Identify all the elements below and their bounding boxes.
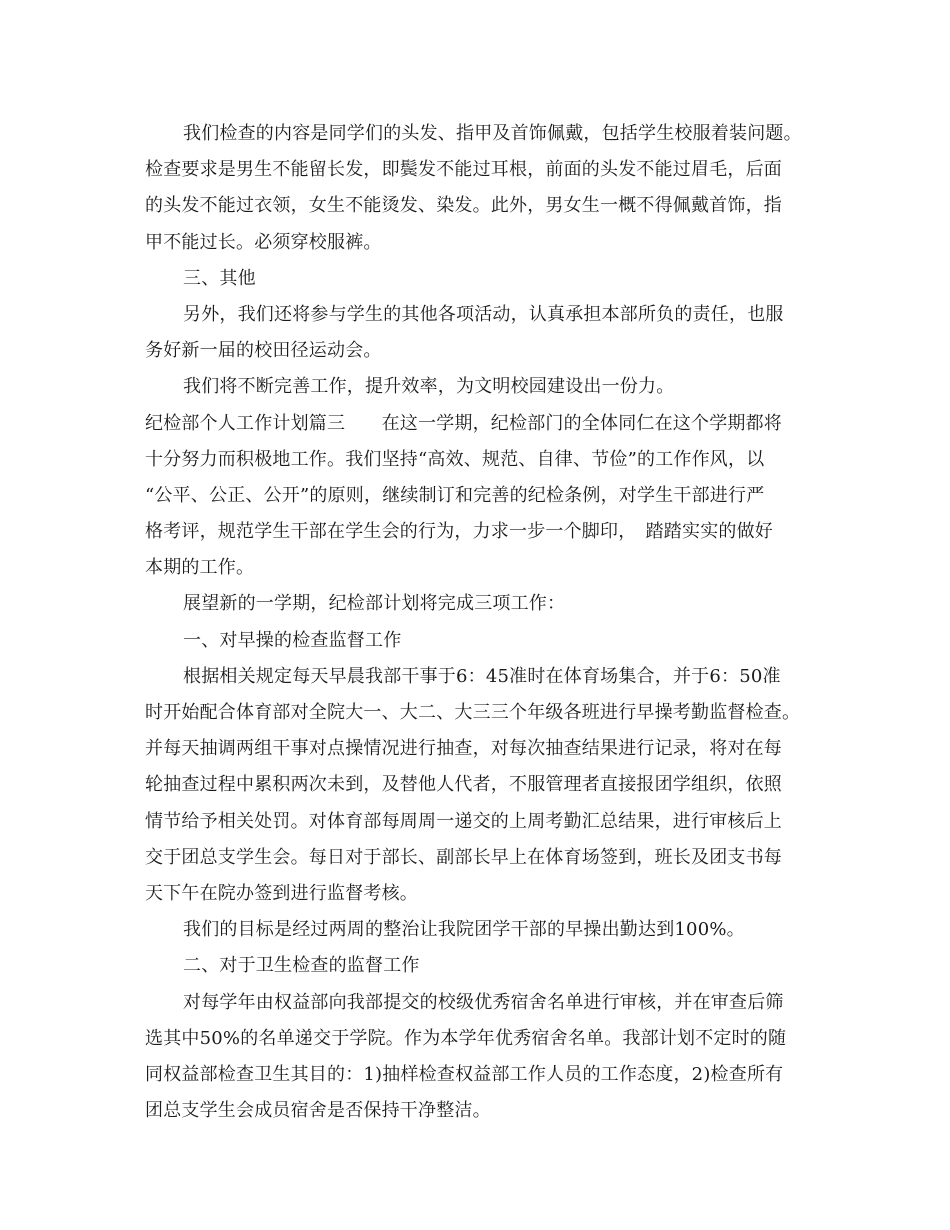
text-line: 务好新一届的校田径运动会。	[145, 340, 382, 362]
text-line: 对每学年由权益部向我部提交的校级优秀宿舍名单进行审核，并在审查后筛	[183, 991, 784, 1013]
text-line: 本期的工作。	[145, 557, 255, 579]
text-line: 我们检查的内容是同学们的头发、指甲及首饰佩戴，包括学生校服着装问题。	[183, 123, 802, 144]
text-line: 根据相关规定每天早晨我部干事于6：45准时在体育场集合，并于6：50准	[183, 665, 781, 687]
text-line: 三、其他	[183, 267, 256, 289]
text-line: 并每天抽调两组干事对点操情况进行抽查，对每次抽查结果进行记录，将对在每	[145, 738, 782, 760]
document-body	[145, 116, 810, 1129]
text-line: 我们的目标是经过两周的整治让我院团学干部的早操出勤达到100%。	[183, 919, 745, 941]
text-line: 展望新的一学期，纪检部计划将完成三项工作：	[183, 593, 566, 615]
text-line: “公平、公正、公开”的原则，继续制订和完善的纪检条例，对学生干部进行严	[145, 484, 765, 506]
text-line: 交于团总支学生会。每日对于部长、副部长早上在体育场签到，班长及团支书每	[145, 846, 782, 868]
text-line: 另外，我们还将参与学生的其他各项活动，认真承担本部所负的责任，也服	[183, 303, 784, 325]
text-line: 选其中50%的名单递交于学院。作为本学年优秀宿舍名单。我部计划不定时的随	[145, 1027, 787, 1049]
text-line: 一、对早操的检查监督工作	[183, 629, 402, 651]
text-line: 格考评，规范学生干部在学生会的行为，力求一步一个脚印， 踏踏实实的做好	[145, 521, 773, 543]
text-line: 同权益部检查卫生其目的：1)抽样检查权益部工作人员的工作态度，2)检查所有	[145, 1063, 784, 1085]
text-line: 情节给予相关处罚。对体育部每周周一递交的上周考勤汇总结果，进行审核后上	[145, 810, 782, 832]
text-line: 检查要求是男生不能留长发，即鬓发不能过耳根，前面的头发不能过眉毛，后面	[145, 159, 782, 181]
text-line: 二、对于卫生检查的监督工作	[183, 955, 420, 977]
text-line: 我们将不断完善工作，提升效率，为文明校园建设出一份力。	[183, 376, 675, 398]
text-line: 纪检部个人工作计划篇三 在这一学期，纪检部门的全体同仁在这个学期都将	[145, 412, 782, 434]
text-line: 的头发不能过衣领，女生不能烫发、染发。此外，男女生一概不得佩戴首饰，指	[145, 195, 782, 217]
text-line: 甲不能过长。必须穿校服裤。	[145, 231, 382, 253]
text-line: 轮抽查过程中累积两次未到，及替他人代者，不服管理者直接报团学组织，依照	[145, 774, 782, 796]
text-line: 时开始配合体育部对全院大一、大二、大三三个年级各班进行早操考勤监督检查。	[145, 702, 801, 723]
text-line: 团总支学生会成员宿舍是否保持干净整洁。	[145, 1100, 491, 1122]
text-line: 十分努力而积极地工作。我们坚持“高效、规范、自律、节俭”的工作作风，以	[145, 448, 765, 470]
text-line: 天下午在院办签到进行监督考核。	[145, 882, 418, 904]
